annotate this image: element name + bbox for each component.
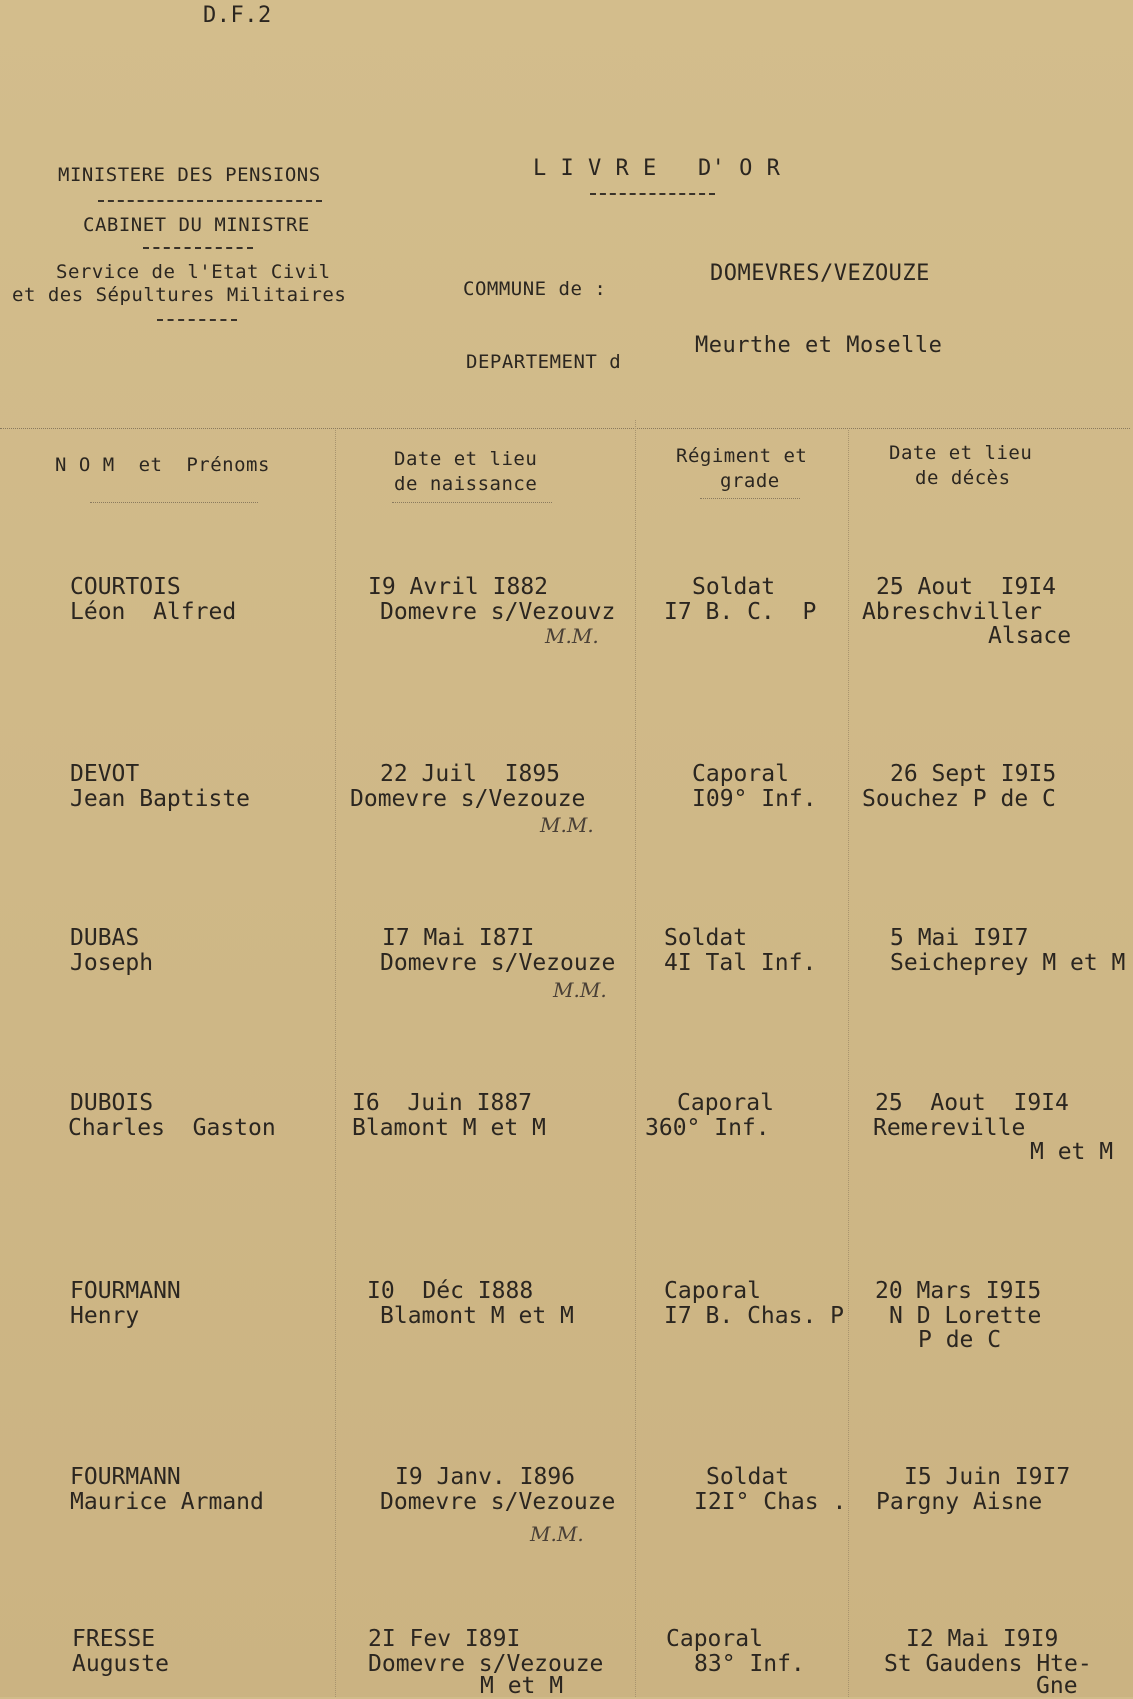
name-line-2: Léon Alfred (70, 599, 237, 625)
grade: Caporal (692, 761, 789, 787)
divider (157, 319, 237, 321)
death-region: P de C (918, 1327, 1002, 1353)
departement-label: DEPARTEMENT d (466, 351, 622, 373)
header-regiment-2: grade (720, 470, 780, 492)
handwritten-initials: M.M. (553, 978, 607, 1002)
service-line-2: et des Sépultures Militaires (12, 284, 347, 306)
death-place: N D Lorette (889, 1303, 1042, 1329)
death-region: Gne (1036, 1673, 1078, 1699)
name-line-2: Auguste (72, 1651, 169, 1677)
handwritten-initials: M.M. (540, 813, 594, 837)
birth-date: 2I Fev I89I (368, 1626, 521, 1652)
grade: Soldat (706, 1464, 790, 1490)
regiment: I09° Inf. (692, 786, 817, 812)
header-underline (700, 498, 800, 499)
birth-place: Blamont M et M (380, 1303, 574, 1329)
divider (590, 193, 715, 195)
birth-date: I7 Mai I87I (382, 925, 535, 951)
header-name: N O M et Prénoms (55, 454, 270, 476)
death-place: Abreschviller (862, 599, 1043, 625)
birth-place: Domevre s/Vezouze (380, 950, 616, 976)
divider (143, 247, 253, 249)
column-divider (848, 430, 849, 1697)
name-line-2: Joseph (70, 950, 154, 976)
death-date: I2 Mai I9I9 (906, 1626, 1059, 1652)
birth-date: I0 Déc I888 (367, 1278, 534, 1304)
regiment: 83° Inf. (694, 1651, 805, 1677)
name-line-1: FRESSE (72, 1626, 156, 1652)
name-line-1: FOURMANN (70, 1278, 181, 1304)
name-line-1: FOURMANN (70, 1464, 181, 1490)
death-date: 25 Aout I9I4 (876, 574, 1057, 600)
departement-value: Meurthe et Moselle (695, 333, 943, 358)
column-divider (635, 420, 636, 1697)
birth-date: I9 Janv. I896 (395, 1464, 576, 1490)
birth-place: Domevre s/Vezouze (368, 1651, 604, 1677)
birth-region: M et M (480, 1673, 564, 1699)
name-line-2: Charles Gaston (68, 1115, 276, 1141)
birth-date: 22 Juil I895 (380, 761, 561, 787)
death-date: 20 Mars I9I5 (875, 1278, 1042, 1304)
birth-place: Domevre s/Vezouze (350, 786, 586, 812)
table-top-rule (0, 428, 1130, 429)
header-underline (90, 502, 258, 503)
death-place: Pargny Aisne (876, 1489, 1043, 1515)
death-place: Seicheprey M et M (890, 950, 1126, 976)
header-birth-2: de naissance (394, 473, 538, 495)
name-line-1: DEVOT (70, 761, 140, 787)
header-underline (392, 502, 552, 503)
death-region: Alsace (988, 623, 1072, 649)
ministry-name: MINISTERE DES PENSIONS (58, 164, 321, 186)
death-date: I5 Juin I9I7 (904, 1464, 1071, 1490)
birth-place: Blamont M et M (352, 1115, 546, 1141)
header-regiment-1: Régiment et (676, 445, 808, 467)
regiment: 360° Inf. (645, 1115, 770, 1141)
regiment: I7 B. C. P (664, 599, 817, 625)
name-line-1: DUBAS (70, 925, 140, 951)
death-date: 26 Sept I9I5 (890, 761, 1057, 787)
document-title: L I V R E D' O R (533, 156, 781, 181)
birth-place: Domevre s/Vezouze (380, 1489, 616, 1515)
birth-date: I6 Juin I887 (352, 1090, 533, 1116)
column-divider (335, 430, 336, 1697)
commune-value: DOMEVRES/VEZOUZE (710, 261, 930, 286)
divider (98, 200, 322, 202)
grade: Caporal (664, 1278, 761, 1304)
service-line-1: Service de l'Etat Civil (56, 261, 331, 283)
commune-label: COMMUNE de : (463, 278, 607, 300)
grade: Soldat (664, 925, 748, 951)
name-line-1: COURTOIS (70, 574, 181, 600)
name-line-1: DUBOIS (70, 1090, 154, 1116)
regiment: I2I° Chas . (694, 1489, 847, 1515)
grade: Caporal (666, 1626, 763, 1652)
grade: Soldat (692, 574, 776, 600)
death-place: Souchez P de C (862, 786, 1056, 812)
death-place: St Gaudens Hte- (884, 1651, 1092, 1677)
name-line-2: Maurice Armand (70, 1489, 264, 1515)
birth-date: I9 Avril I882 (368, 574, 549, 600)
grade: Caporal (677, 1090, 774, 1116)
header-death-2: de décès (915, 467, 1011, 489)
death-date: 25 Aout I9I4 (875, 1090, 1069, 1116)
death-date: 5 Mai I9I7 (890, 925, 1029, 951)
handwritten-initials: M.M. (530, 1522, 584, 1546)
birth-place: Domevre s/Vezouvz (380, 599, 616, 625)
death-region: M et M (1030, 1139, 1114, 1165)
header-death-1: Date et lieu (889, 442, 1033, 464)
death-place: Remereville (873, 1115, 1026, 1141)
name-line-2: Henry (70, 1303, 140, 1329)
regiment: I7 B. Chas. P (664, 1303, 845, 1329)
regiment: 4I Tal Inf. (664, 950, 817, 976)
handwritten-initials: M.M. (545, 624, 599, 648)
cabinet-name: CABINET DU MINISTRE (83, 214, 310, 236)
name-line-2: Jean Baptiste (70, 786, 251, 812)
doc-code: D.F.2 (203, 3, 272, 28)
header-birth-1: Date et lieu (394, 448, 538, 470)
